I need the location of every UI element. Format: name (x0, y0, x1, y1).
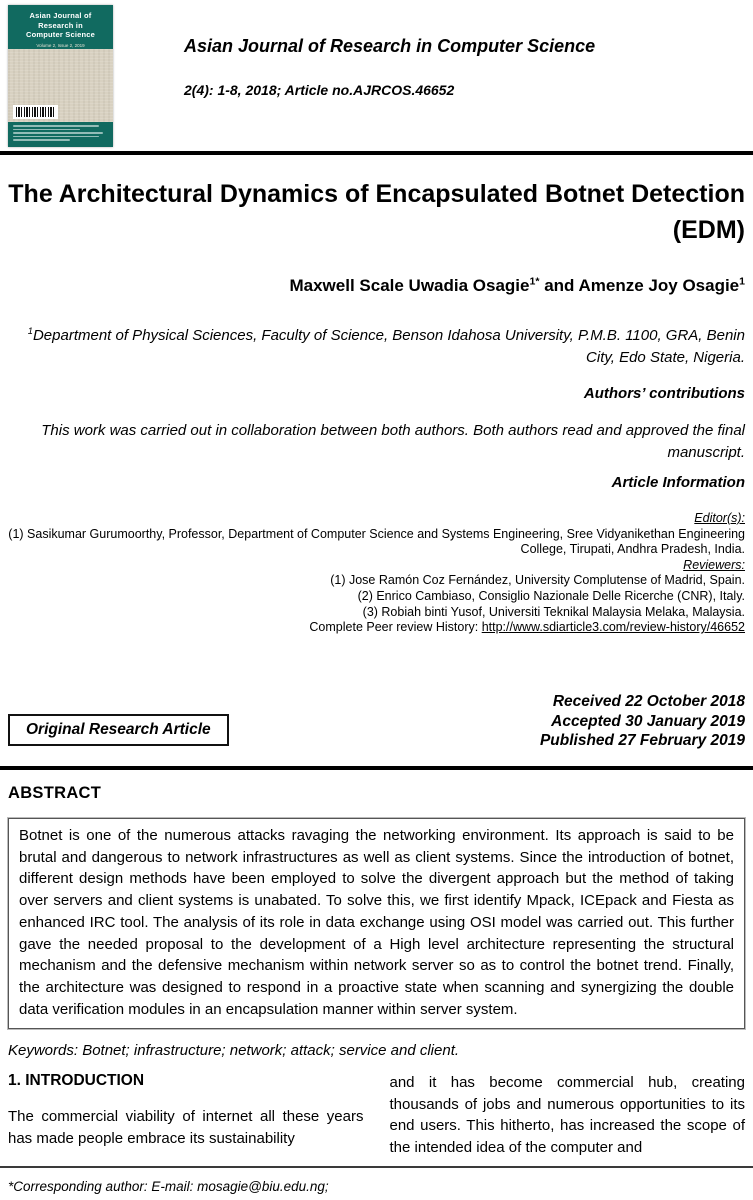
received-date: Received 22 October 2018 (552, 693, 745, 710)
author-2: Amenze Joy Osagie (578, 276, 740, 295)
contributions-heading: Authors’ contributions (583, 385, 745, 402)
contributions-text: This work was carried out in collaboration between both authors. Both authors read and approved the final manuscript. (41, 422, 745, 461)
editors-label: Editor(s): (694, 511, 745, 525)
peer-review-label: Complete Peer review History: (309, 620, 482, 635)
reviewer-entry: (3) Robiah binti Yusof, Universiti Teknikal Malaysia Melaka, Malaysia. (362, 604, 745, 619)
right-column (390, 1072, 746, 1158)
cover-footer-text-line (13, 132, 103, 134)
cover-footer-text-line (13, 129, 80, 131)
journal-citation: 2(4): 1-8, 2018; Article no.AJRCOS.46652 (184, 82, 455, 98)
journal-name: Asian Journal of Research in Computer Science (184, 36, 596, 56)
corresponding-author-note: *Corresponding author: E-mail: mosagie@biu.edu.ng; (8, 1179, 329, 1194)
barcode (13, 105, 58, 119)
abstract-text-box: Botnet is one of the numerous attacks ravaging the networking environment. Its approach is said to be brutal and dangerous to network infrastructures as well as client systems. Since the introduction of botnet, different design methods have been employed to solve the divergent approach but the method of taking over servers and client systems is unabated. To solve this, we first identify Mpack, ICEpack and Fiesta as enhanced IRC tool. The analysis of its role in data exchange using OSI model was carried out. This further gave the needed proposal to the development of a High level architecture representing the structural mechanism and the defensive mechanism within network server so as to control the botnet trend. Finally, the architecture was designed to respond in a proactive state when scanning and synergizing the double data verification modules in an encapsulation manner within server system. (8, 818, 745, 1029)
editor-entry: (1) Sasikumar Gurumoorthy, Professor, Department of Computer Science and Systems Engineering, Sree Vidyanikethan Engineering College, Tirupati, Andhra Pradesh, India. (8, 526, 745, 557)
affiliation (8, 325, 745, 368)
affiliation-superscript: 1 (27, 326, 33, 336)
cover-texture (8, 49, 113, 122)
abstract-heading: ABSTRACT (8, 784, 102, 802)
reviewer-entry: (1) Jose Ramón Coz Fernández, University Complutense of Madrid, Spain. (330, 573, 745, 588)
introduction-heading: 1. INTRODUCTION (8, 1072, 145, 1089)
article-type-badge: Original Research Article (8, 714, 229, 746)
article-information-block (8, 511, 745, 636)
peer-review-line (8, 620, 745, 636)
article-dates (540, 692, 745, 751)
cover-title-line1: Asian Journal of (29, 11, 92, 20)
barcode-bars-icon (16, 107, 55, 117)
cover-footer (8, 122, 113, 147)
cover-footer-text-line (13, 136, 99, 138)
journal-cover-image (8, 5, 113, 147)
cover-header (8, 5, 113, 49)
cover-title-line2: Research in (38, 20, 83, 30)
cover-title-line3: Computer Science (25, 30, 96, 39)
affiliation-text: Department of Physical Sciences, Faculty of Science, Benson Idahosa University, P.M.B. 1100, GRA, Benin City, Edo State, Nigeria. (32, 327, 745, 366)
keywords-line: Keywords: Botnet; infrastructure; network; attack; service and client. (8, 1042, 460, 1059)
authors-line (8, 276, 745, 296)
left-column (8, 1072, 364, 1158)
reviewer-entry: (2) Enrico Cambiaso, Consiglio Nazionale Delle Ricerche (CNR), Italy. (357, 588, 745, 603)
author-1: Maxwell Scale Uwadia Osagie (289, 276, 530, 295)
published-date: Published 27 February 2019 (539, 732, 745, 750)
introduction-paragraph-left: The commercial viability of internet all these years has made people embrace its sustainability (8, 1108, 364, 1147)
introduction-paragraph-right: and it has become commercial hub, creating thousands of jobs and numerous opportunities to its end users. This hitherto, has increased the scope of the intended idea of the computer and (389, 1074, 745, 1156)
authors-connector: and (539, 276, 579, 295)
peer-review-history-link[interactable]: http://www.sdiarticle3.com/review-history/46652 (481, 620, 745, 635)
cover-footer-text-line (13, 139, 70, 141)
article-title: The Architectural Dynamics of Encapsulated Botnet Detection (EDM) (8, 180, 745, 244)
reviewers-label: Reviewers: (683, 557, 745, 572)
masthead-divider (0, 151, 753, 155)
author-1-superscript: 1* (529, 275, 540, 288)
abstract-divider (0, 766, 753, 770)
footer-divider (0, 1166, 753, 1168)
cover-footer-text-line (13, 125, 99, 127)
author-2-superscript: 1 (739, 275, 745, 288)
article-information-heading: Article Information (611, 474, 745, 491)
cover-volume-line: Volume 2, Issue 2, 2019 (36, 42, 85, 48)
body-columns (8, 1072, 745, 1158)
accepted-date: Accepted 30 January 2019 (551, 712, 745, 730)
